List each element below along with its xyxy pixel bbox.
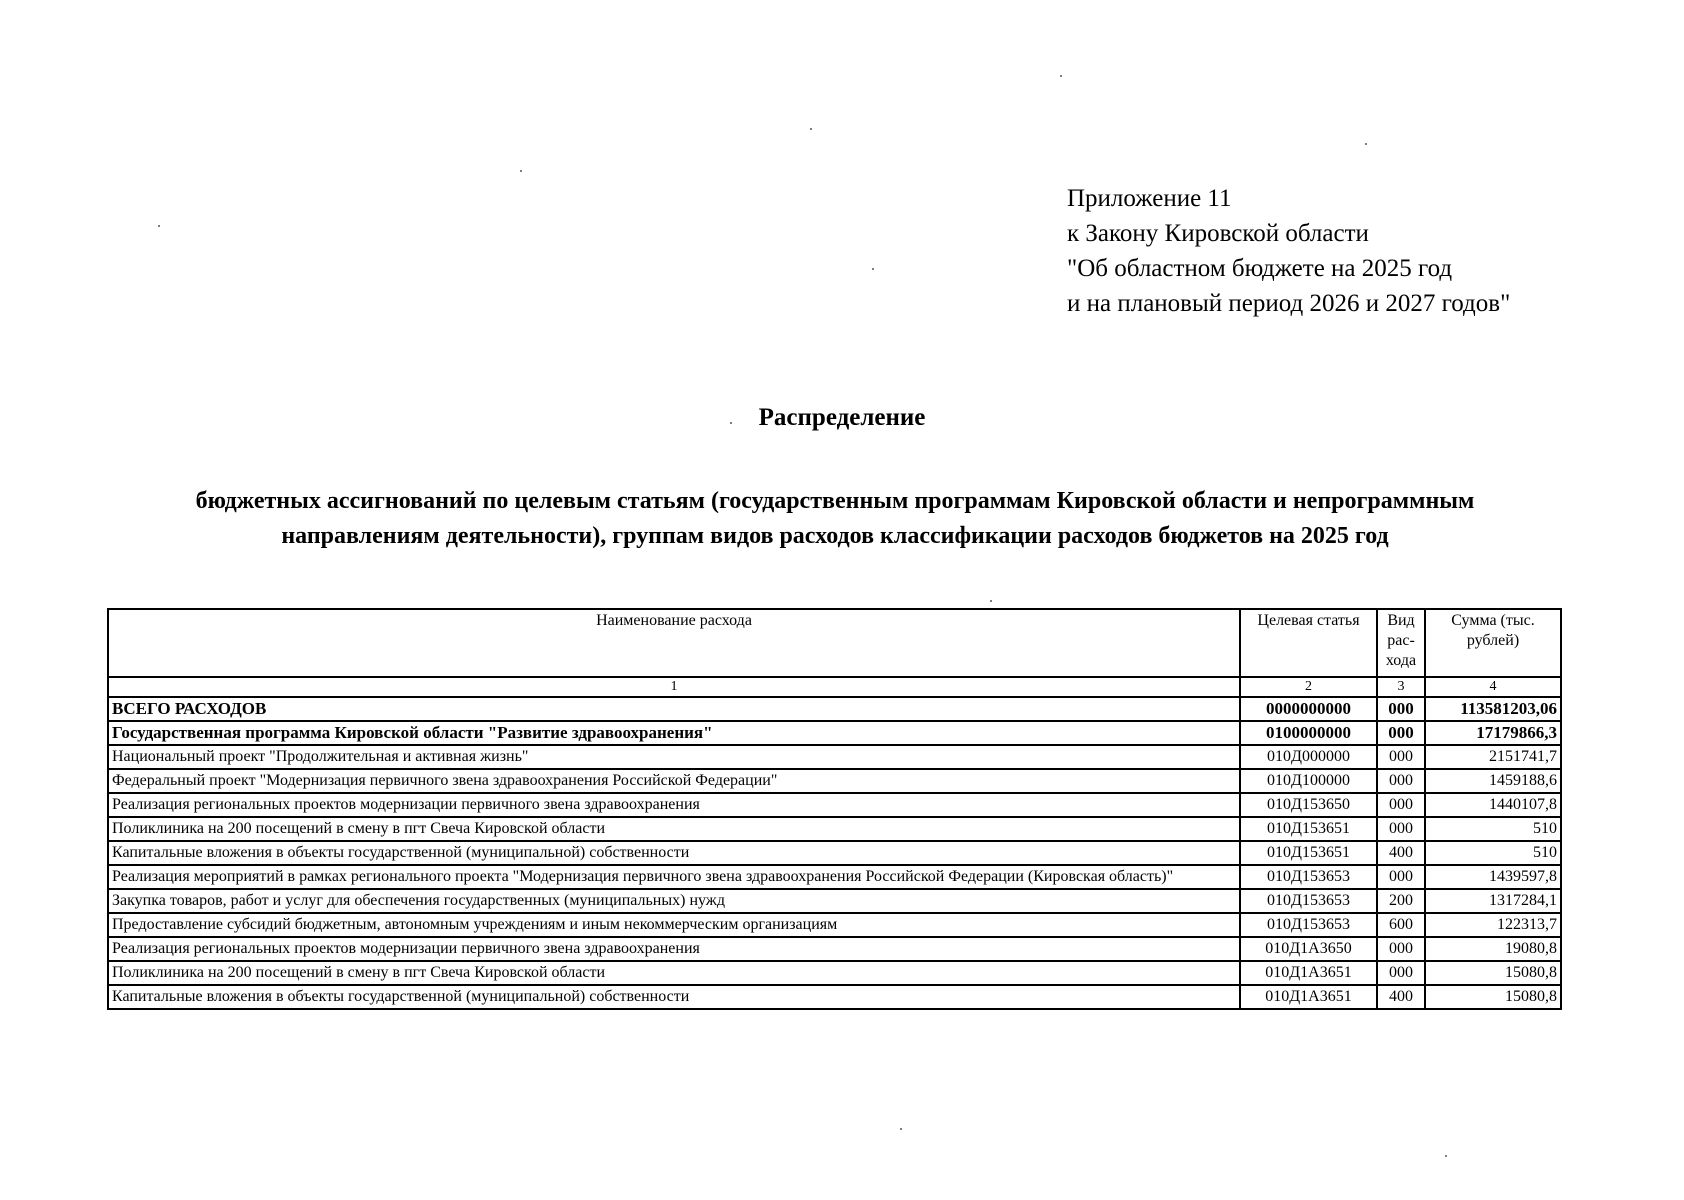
appendix-line: "Об областном бюджете на 2025 год: [1067, 255, 1453, 282]
cell-type: 000: [1377, 745, 1425, 769]
cell-name: Федеральный проект "Модернизация первичного звена здравоохранения Российской Федерации": [108, 769, 1240, 793]
table-row: [108, 793, 1561, 817]
scan-speck: [900, 1128, 902, 1130]
column-number: 1: [108, 677, 1240, 697]
cell-name: Реализация региональных проектов модернизации первичного звена здравоохранения: [108, 937, 1240, 961]
cell-sum: 510: [1425, 817, 1561, 841]
header-name: Наименование расхода: [108, 609, 1240, 677]
scan-speck: [872, 268, 874, 270]
cell-type: 000: [1377, 697, 1425, 721]
cell-name: Государственная программа Кировской области "Развитие здравоохранения": [108, 721, 1240, 745]
cell-sum: 1459188,6: [1425, 769, 1561, 793]
cell-name: Капитальные вложения в объекты государственной (муниципальной) собственности: [108, 841, 1240, 865]
cell-code: 0100000000: [1240, 721, 1377, 745]
column-number: 4: [1425, 677, 1561, 697]
cell-sum: 15080,8: [1425, 985, 1561, 1009]
table-row: [108, 841, 1561, 865]
cell-sum: 510: [1425, 841, 1561, 865]
cell-type: 200: [1377, 889, 1425, 913]
table-body: [108, 697, 1561, 1009]
header-sum: Сумма (тыс. рублей): [1425, 609, 1561, 677]
subtitle-line: бюджетных ассигнований по целевым статьям (государственным программам Кировской области и непрограммным: [195, 488, 1475, 514]
table-row: [108, 961, 1561, 985]
header-code: Целевая статья: [1240, 609, 1377, 677]
cell-code: 010Д153651: [1240, 817, 1377, 841]
cell-type: 000: [1377, 961, 1425, 985]
cell-type: 400: [1377, 985, 1425, 1009]
budget-table: [107, 608, 1562, 1010]
appendix-line: Приложение 11: [1067, 185, 1232, 212]
scan-speck: [1365, 143, 1367, 145]
cell-type: 000: [1377, 865, 1425, 889]
document-subtitle: [110, 484, 1560, 554]
cell-type: 000: [1377, 817, 1425, 841]
appendix-line: и на плановый период 2026 и 2027 годов": [1067, 290, 1511, 317]
cell-sum: 1439597,8: [1425, 865, 1561, 889]
cell-name: Реализация региональных проектов модернизации первичного звена здравоохранения: [108, 793, 1240, 817]
cell-name: Предоставление субсидий бюджетным, автономным учреждениям и иным некоммерческим организациям: [108, 913, 1240, 937]
cell-code: 010Д1А3651: [1240, 961, 1377, 985]
table-row: [108, 721, 1561, 745]
cell-name: Реализация мероприятий в рамках регионального проекта "Модернизация первичного звена здравоохранения Российской Федерации (Кировская область)": [108, 865, 1240, 889]
cell-code: 010Д1А3650: [1240, 937, 1377, 961]
cell-code: 010Д100000: [1240, 769, 1377, 793]
cell-code: 010Д153651: [1240, 841, 1377, 865]
appendix-reference: [1067, 181, 1510, 321]
cell-sum: 1440107,8: [1425, 793, 1561, 817]
table-row: [108, 697, 1561, 721]
table-row: [108, 745, 1561, 769]
header-type: Вид рас-хода: [1377, 609, 1425, 677]
cell-sum: 15080,8: [1425, 961, 1561, 985]
cell-code: 010Д153653: [1240, 865, 1377, 889]
table-row: [108, 817, 1561, 841]
cell-sum: 2151741,7: [1425, 745, 1561, 769]
scan-speck: [990, 600, 992, 602]
scan-speck: [158, 225, 160, 227]
cell-type: 000: [1377, 937, 1425, 961]
cell-name: Закупка товаров, работ и услуг для обеспечения государственных (муниципальных) нужд: [108, 889, 1240, 913]
table-row: [108, 937, 1561, 961]
table-row: [108, 769, 1561, 793]
cell-code: 010Д000000: [1240, 745, 1377, 769]
cell-code: 010Д153653: [1240, 913, 1377, 937]
cell-code: 010Д153653: [1240, 889, 1377, 913]
cell-name: ВСЕГО РАСХОДОВ: [108, 697, 1240, 721]
cell-code: 010Д1А3651: [1240, 985, 1377, 1009]
cell-name: Поликлиника на 200 посещений в смену в пгт Свеча Кировской области: [108, 817, 1240, 841]
table-row: [108, 889, 1561, 913]
scan-speck: [1060, 75, 1062, 77]
cell-code: 010Д153650: [1240, 793, 1377, 817]
table-header-row: [108, 609, 1561, 677]
cell-sum: 113581203,06: [1425, 697, 1561, 721]
document-title: Распределение: [758, 404, 926, 431]
cell-name: Капитальные вложения в объекты государственной (муниципальной) собственности: [108, 985, 1240, 1009]
cell-type: 000: [1377, 793, 1425, 817]
cell-sum: 17179866,3: [1425, 721, 1561, 745]
subtitle-line: направлениям деятельности), группам видов расходов классификации расходов бюджетов на 2025 год: [281, 523, 1389, 549]
table-row: [108, 913, 1561, 937]
appendix-line: к Закону Кировской области: [1067, 220, 1369, 247]
table-row: [108, 985, 1561, 1009]
cell-name: Поликлиника на 200 посещений в смену в пгт Свеча Кировской области: [108, 961, 1240, 985]
cell-name: Национальный проект "Продолжительная и активная жизнь": [108, 745, 1240, 769]
cell-sum: 122313,7: [1425, 913, 1561, 937]
cell-sum: 19080,8: [1425, 937, 1561, 961]
cell-type: 000: [1377, 721, 1425, 745]
table-row: [108, 865, 1561, 889]
scan-speck: [1445, 1155, 1447, 1157]
cell-sum: 1317284,1: [1425, 889, 1561, 913]
scan-speck: [810, 128, 812, 130]
cell-type: 400: [1377, 841, 1425, 865]
column-number: 2: [1240, 677, 1377, 697]
column-number-row: [108, 677, 1561, 697]
cell-type: 000: [1377, 769, 1425, 793]
cell-code: 0000000000: [1240, 697, 1377, 721]
scan-speck: [520, 170, 522, 172]
cell-type: 600: [1377, 913, 1425, 937]
column-number: 3: [1377, 677, 1425, 697]
